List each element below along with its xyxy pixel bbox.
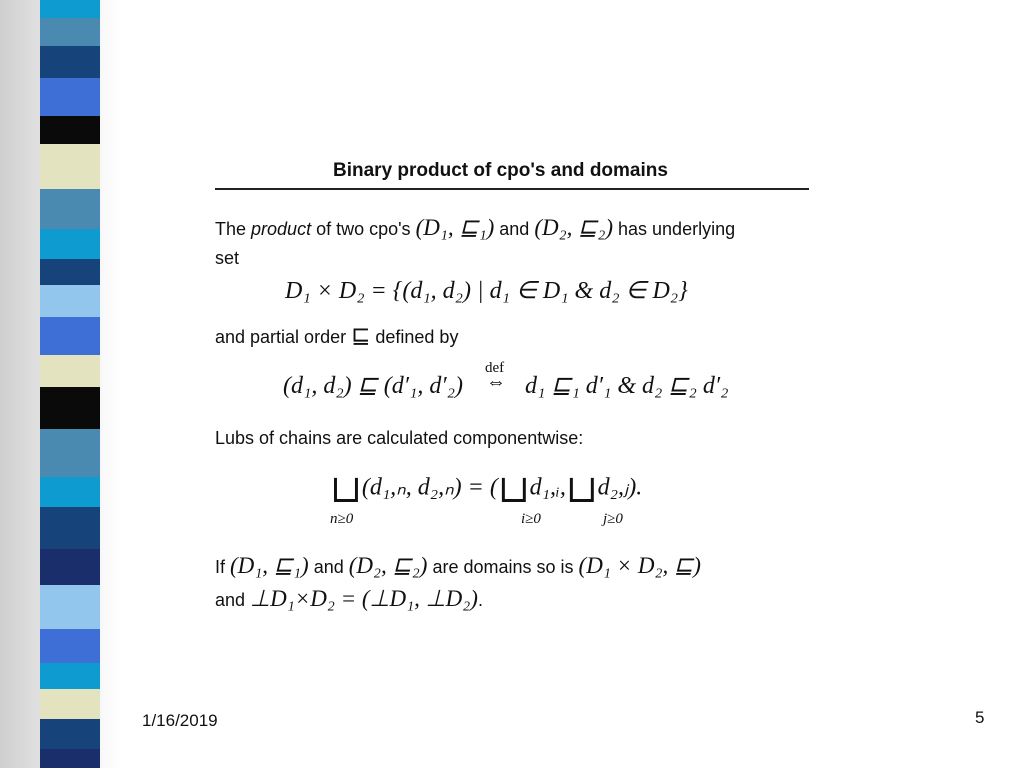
math-bottom-element: ⊥D₁×D₂ = (⊥D₁, ⊥D₂) bbox=[250, 586, 478, 611]
lub-symbol-3: ⊔ bbox=[565, 467, 598, 511]
math-domain-2: (D₂, ⊑₂) bbox=[348, 553, 428, 578]
stripe-segment bbox=[40, 144, 100, 190]
emphasis-product: product bbox=[251, 219, 312, 239]
equation-product-set: D₁ × D₂ = {(d₁, d₂) | d₁ ∈ D₁ & d₂ ∈ D₂} bbox=[285, 278, 688, 304]
stripe-segment bbox=[40, 189, 100, 230]
stripe-segment bbox=[40, 549, 100, 586]
stripe-segment bbox=[40, 387, 100, 430]
text-segment: and partial order bbox=[215, 327, 352, 347]
text-segment: . bbox=[477, 590, 483, 610]
stripe-segment bbox=[40, 429, 100, 478]
stripe-segment bbox=[40, 116, 100, 145]
slide-title: Binary product of cpo's and domains bbox=[333, 160, 668, 181]
text-segment: and bbox=[308, 557, 349, 577]
stripe-segment bbox=[40, 663, 100, 690]
math-product-domain: (D₁ × D₂, ⊑) bbox=[578, 553, 701, 578]
paragraph-bottom bbox=[215, 586, 483, 612]
lub-subscript-n: n≥0 bbox=[330, 511, 354, 527]
stripe-segment bbox=[40, 18, 100, 47]
text-segment: of two cpo's bbox=[311, 219, 416, 239]
stripe-segment bbox=[40, 689, 100, 720]
equation-order-lhs: (d₁, d₂) ⊑ (d′₁, d′₂) bbox=[283, 373, 463, 399]
text-segment: The bbox=[215, 219, 252, 239]
text-segment: If bbox=[215, 557, 231, 577]
footer-page-number: 5 bbox=[975, 708, 985, 727]
equation-def-label: def bbox=[485, 360, 505, 376]
paragraph-domains bbox=[215, 553, 701, 579]
decorative-stripes bbox=[40, 0, 100, 768]
lub-term-2: d₁,ᵢ, bbox=[529, 474, 566, 501]
stripe-segment bbox=[40, 585, 100, 630]
stripe-segment bbox=[40, 0, 100, 19]
stripe-segment bbox=[40, 355, 100, 388]
stripe-segment bbox=[40, 259, 100, 286]
equation-order-rhs: d₁ ⊑₁ d′₁ & d₂ ⊑₂ d′₂ bbox=[525, 373, 729, 399]
stripe-segment bbox=[40, 749, 100, 768]
stripe-segment bbox=[40, 285, 100, 318]
math-cpo-2: (D₂, ⊑₂) bbox=[534, 215, 614, 240]
text-segment: has underlying bbox=[613, 219, 736, 239]
paragraph-lubs: Lubs of chains are calculated componentwise: bbox=[215, 428, 584, 448]
lub-symbol-2: ⊔ bbox=[497, 467, 530, 511]
text-segment: are domains so is bbox=[427, 557, 579, 577]
lub-subscript-j: j≥0 bbox=[603, 511, 623, 527]
equation-lub bbox=[330, 467, 643, 511]
math-order-symbol: ⊑ bbox=[351, 323, 371, 348]
equation-iff-arrow: ⇔ bbox=[486, 371, 506, 393]
math-domain-1: (D₁, ⊑₁) bbox=[230, 553, 309, 578]
math-cpo-1: (D₁, ⊑₁) bbox=[415, 215, 495, 240]
paragraph-product-definition bbox=[215, 215, 735, 241]
text-segment: and bbox=[494, 219, 535, 239]
stripe-segment bbox=[40, 46, 100, 79]
stripe-segment bbox=[40, 229, 100, 260]
lub-term-1: (d₁,ₙ, d₂,ₙ) = ( bbox=[361, 474, 498, 501]
stripe-segment bbox=[40, 477, 100, 508]
lub-subscript-i: i≥0 bbox=[521, 511, 541, 527]
text-segment: and bbox=[215, 590, 251, 610]
title-underline bbox=[215, 188, 809, 190]
lub-symbol-1: ⊔ bbox=[330, 467, 362, 511]
stripe-segment bbox=[40, 629, 100, 664]
text-segment: defined by bbox=[370, 327, 459, 347]
stripe-segment bbox=[40, 507, 100, 550]
footer-date: 1/16/2019 bbox=[142, 711, 218, 730]
stripe-segment bbox=[40, 317, 100, 356]
paragraph-set-word: set bbox=[215, 248, 240, 268]
lub-term-3: d₂,ⱼ). bbox=[597, 474, 643, 501]
stripe-segment bbox=[40, 719, 100, 750]
stripe-segment bbox=[40, 78, 100, 117]
paragraph-partial-order bbox=[215, 323, 458, 349]
